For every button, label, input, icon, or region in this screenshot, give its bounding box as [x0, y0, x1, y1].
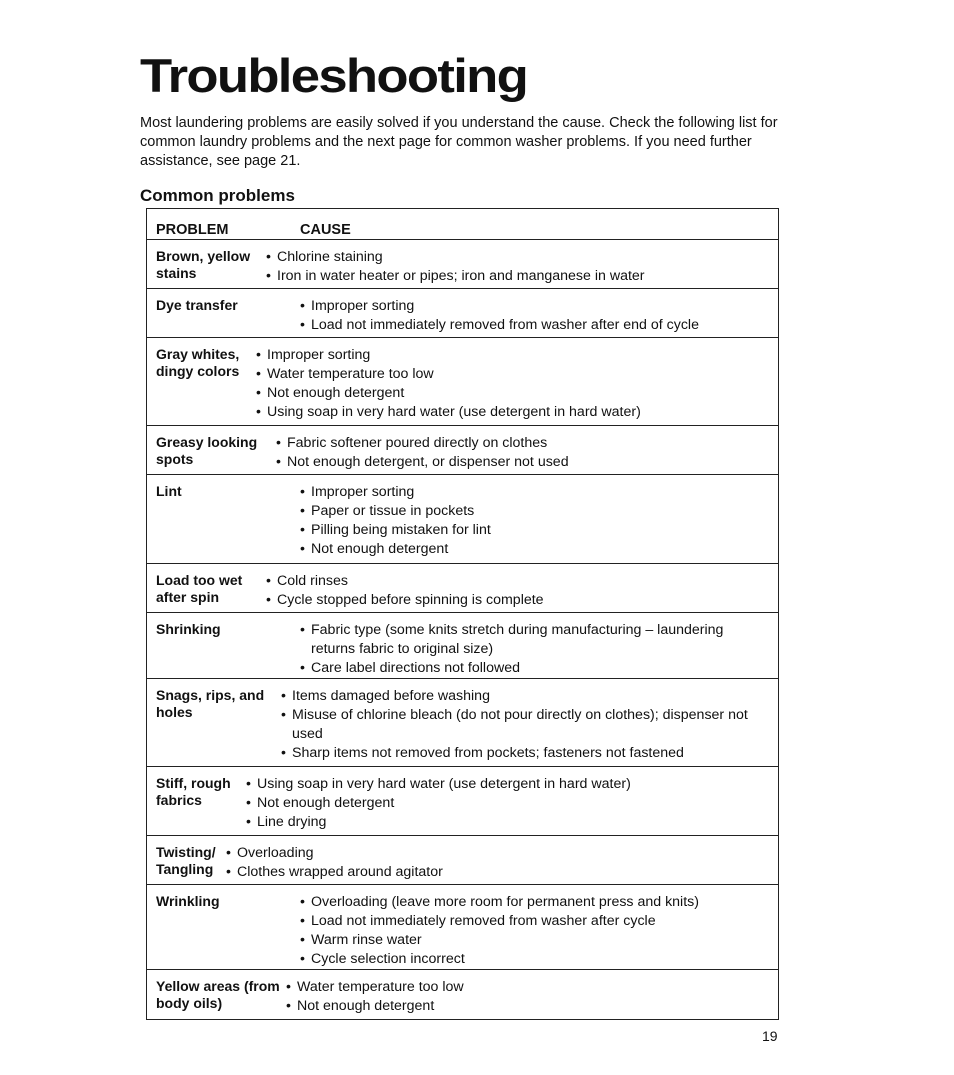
table-header-row — [147, 209, 778, 239]
cause-item: • Warm rinse water — [300, 931, 770, 950]
cause-cell — [266, 564, 778, 612]
problem-cell: Stiff, rough fabrics — [156, 775, 231, 808]
cause-item: • Overloading — [226, 844, 770, 863]
cause-item: • Not enough detergent, or dispenser not used — [276, 453, 770, 472]
intro-paragraph: Most laundering problems are easily solved if you understand the cause. Check the following list for common laundry problems and the next page for common washer problems. If you need further assistance, see page 21. — [140, 115, 778, 169]
cause-item: • Fabric type (some knits stretch during manufacturing – laundering returns fabric to original size) — [300, 621, 770, 659]
table-row — [147, 884, 778, 969]
cause-item: • Fabric softener poured directly on clothes — [276, 434, 770, 453]
cause-cell — [281, 679, 778, 766]
cause-list — [256, 346, 770, 422]
problem-cell: Brown, yellow stains — [156, 248, 251, 281]
cause-cell — [276, 426, 778, 474]
problem-cell: Shrinking — [156, 621, 221, 637]
cause-item: • Load not immediately removed from washer after cycle — [300, 912, 770, 931]
cause-list — [266, 248, 770, 286]
problem-cell: Yellow areas (from body oils) — [156, 978, 280, 1011]
cause-item: • Pilling being mistaken for lint — [300, 521, 770, 540]
cause-cell — [300, 885, 778, 969]
table-row — [147, 288, 778, 337]
cause-list — [300, 297, 770, 335]
cause-column-header: CAUSE — [300, 222, 351, 238]
cause-cell — [300, 475, 778, 563]
cause-list — [226, 844, 770, 882]
problem-cell: Lint — [156, 483, 182, 499]
table-body — [147, 239, 778, 1019]
cause-item: • Water temperature too low — [256, 365, 770, 384]
problem-cell: Greasy looking spots — [156, 434, 258, 467]
problem-cell: Gray whites, dingy colors — [156, 346, 240, 379]
table-row — [147, 337, 778, 425]
cause-list — [281, 687, 770, 763]
cause-item: • Not enough detergent — [300, 540, 770, 559]
table-row — [147, 835, 778, 884]
problem-cell: Snags, rips, and holes — [156, 687, 265, 720]
cause-item: • Improper sorting — [300, 483, 770, 502]
cause-item: • Improper sorting — [300, 297, 770, 316]
cause-item: • Not enough detergent — [246, 794, 770, 813]
problem-cell: Load too wet after spin — [156, 572, 243, 605]
problem-cell: Twisting/ Tangling — [156, 844, 216, 877]
cause-item: • Misuse of chlorine bleach (do not pour directly on clothes); dispenser not used — [281, 706, 770, 744]
problem-cell: Dye transfer — [156, 297, 238, 313]
cause-cell — [226, 836, 778, 884]
table-row — [147, 239, 778, 288]
cause-item: • Chlorine staining — [266, 248, 770, 267]
cause-item: • Using soap in very hard water (use detergent in hard water) — [246, 775, 770, 794]
cause-cell — [246, 767, 778, 835]
cause-item: • Care label directions not followed — [300, 659, 770, 678]
cause-item: • Iron in water heater or pipes; iron and manganese in water — [266, 267, 770, 286]
cause-cell — [300, 613, 778, 678]
cause-item: • Line drying — [246, 813, 770, 832]
cause-item: • Load not immediately removed from washer after end of cycle — [300, 316, 770, 335]
page-title: Troubleshooting — [140, 49, 528, 102]
section-heading: Common problems — [140, 186, 295, 205]
problem-column-header: PROBLEM — [156, 222, 229, 238]
page-number: 19 — [762, 1028, 778, 1044]
cause-item: • Overloading (leave more room for permanent press and knits) — [300, 893, 770, 912]
table-row — [147, 766, 778, 835]
cause-item: • Using soap in very hard water (use detergent in hard water) — [256, 403, 770, 422]
table-row — [147, 425, 778, 474]
cause-cell — [256, 338, 778, 425]
cause-item: • Not enough detergent — [286, 997, 770, 1016]
cause-item: • Not enough detergent — [256, 384, 770, 403]
cause-cell — [300, 289, 778, 337]
cause-list — [266, 572, 770, 610]
problems-table — [146, 208, 779, 1020]
cause-item: • Cycle stopped before spinning is complete — [266, 591, 770, 610]
table-row — [147, 563, 778, 612]
cause-list — [300, 893, 770, 969]
cause-item: • Paper or tissue in pockets — [300, 502, 770, 521]
cause-item: • Cold rinses — [266, 572, 770, 591]
table-row — [147, 678, 778, 766]
cause-list — [300, 621, 770, 678]
cause-list — [286, 978, 770, 1016]
cause-item: • Items damaged before washing — [281, 687, 770, 706]
problem-cell: Wrinkling — [156, 893, 220, 909]
cause-cell — [266, 240, 778, 288]
table-row — [147, 474, 778, 563]
cause-item: • Clothes wrapped around agitator — [226, 863, 770, 882]
cause-item: • Water temperature too low — [286, 978, 770, 997]
cause-cell — [286, 970, 778, 1019]
cause-list — [246, 775, 770, 832]
cause-item: • Cycle selection incorrect — [300, 950, 770, 969]
table-row — [147, 612, 778, 678]
table-row — [147, 969, 778, 1019]
cause-item: • Improper sorting — [256, 346, 770, 365]
cause-item: • Sharp items not removed from pockets; fasteners not fastened — [281, 744, 770, 763]
cause-list — [276, 434, 770, 472]
cause-list — [300, 483, 770, 559]
